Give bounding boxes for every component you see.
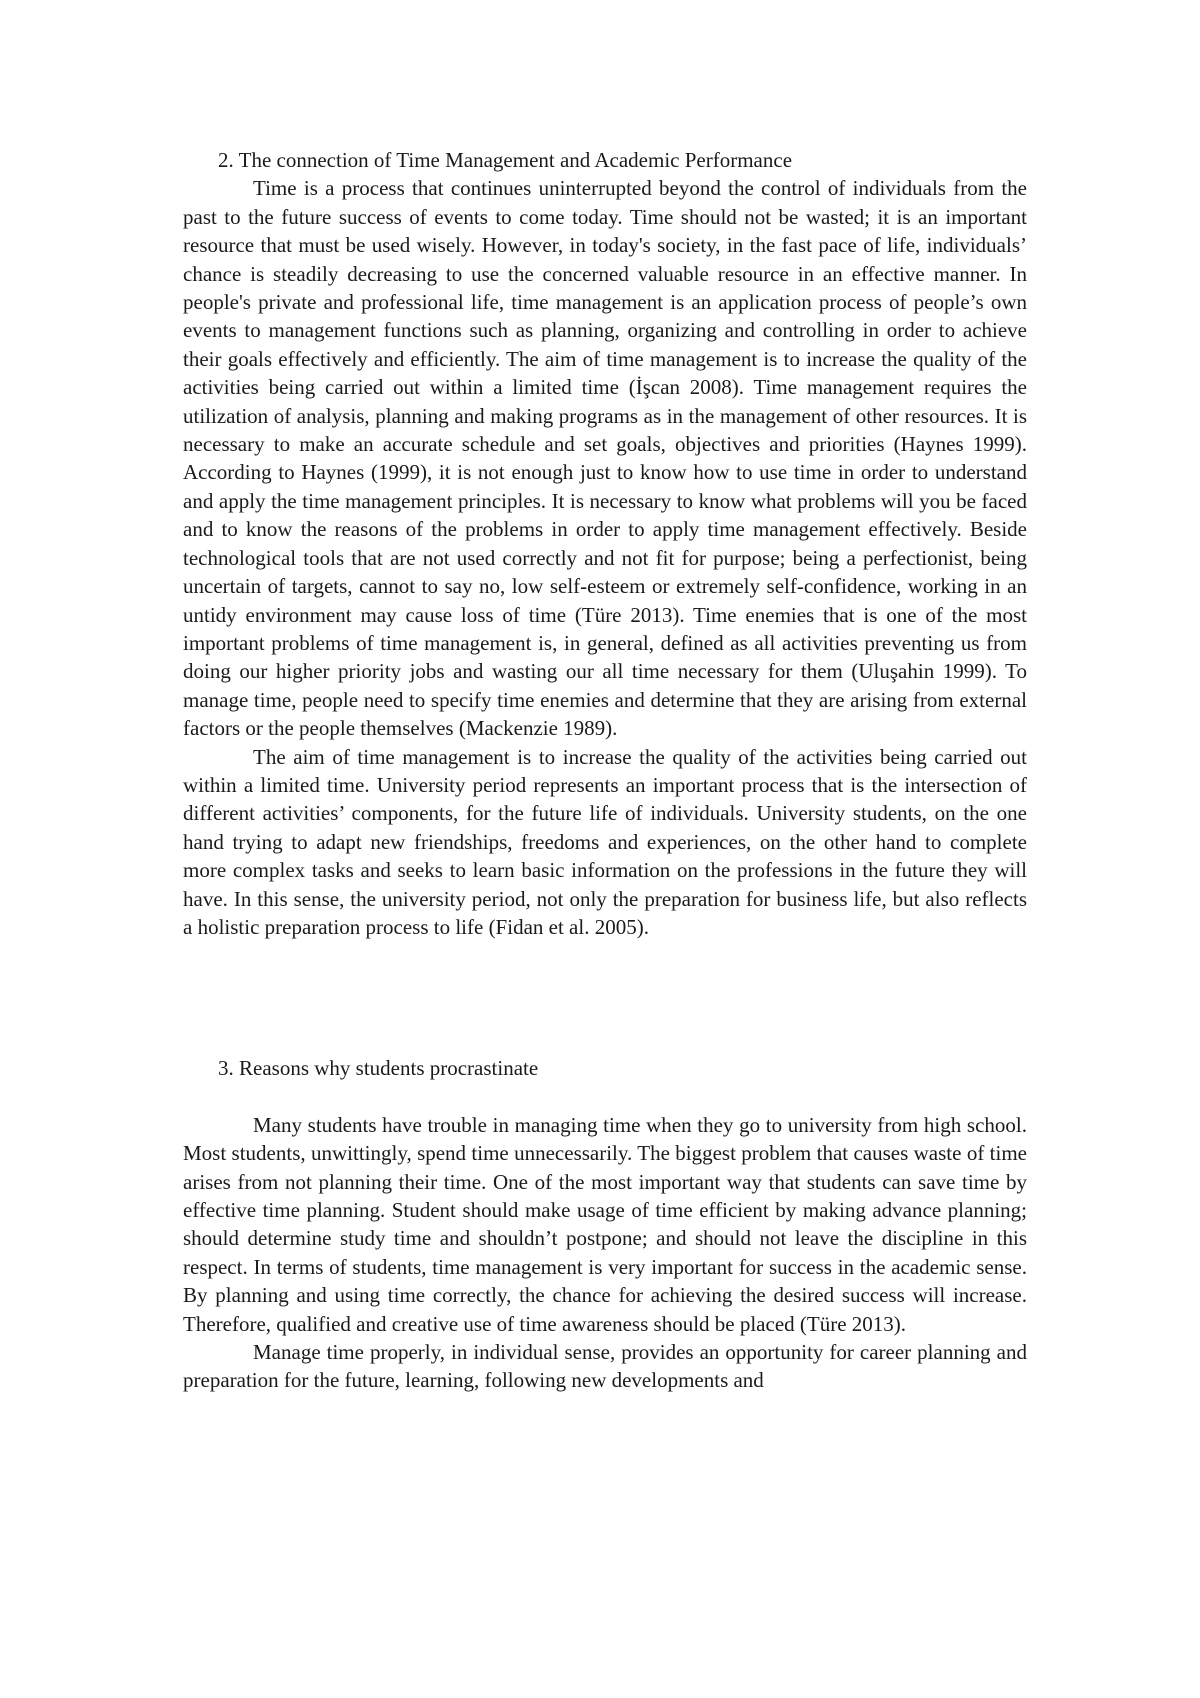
section-3-paragraph-2: Manage time properly, in individual sense, provides an opportunity for career planning and preparation for the future, learning, following new developments and <box>183 1340 1027 1393</box>
section-spacer <box>183 941 1027 1054</box>
section-3-paragraph-1: Many students have trouble in managing time when they go to university from high school. Most students, unwittingly, spend time unnecessarily. The biggest problem that causes waste of time arises from not planning their time. One of the most important way that students can save time by effective time planning. Student should make usage of time efficient by making advance planning; should determine study time and shouldn’t postpone; and should not leave the discipline in this respect. In terms of students, time management is very important for success in the academic sense. By planning and using time correctly, the chance for achieving the desired success will increase. Therefore, qualified and creative use of time awareness should be placed (Türe 2013). <box>183 1112 1027 1336</box>
document-page <box>183 146 1027 1395</box>
section-2-paragraph-2: The aim of time management is to increase the quality of the activities being carried out within a limited time. University period represents an important process that is the intersection of different activities’ components, for the future life of individuals. University students, on the one hand trying to adapt new friendships, freedoms and experiences, on the other hand to complete more complex tasks and seeks to learn basic information on the professions in the future they will have. In this sense, the university period, not only the preparation for business life, but also reflects a holistic preparation process to life (Fidan et al. 2005). <box>183 744 1027 939</box>
section-2-paragraph-1: Time is a process that continues uninterrupted beyond the control of individuals from the past to the future success of events to come today. Time should not be wasted; it is an important resource that must be used wisely. However, in today's society, in the fast pace of life, individuals’ chance is steadily decreasing to use the concerned valuable resource in an effective manner. In people's private and professional life, time management is an application process of people’s own events to management functions such as planning, organizing and controlling in order to achieve their goals effectively and efficiently. The aim of time management is to increase the quality of the activities being carried out within a limited time (İşcan 2008). Time management requires the utilization of analysis, planning and making programs as in the management of other resources. It is necessary to make an accurate schedule and set goals, objectives and priorities (Haynes 1999). According to Haynes (1999), it is not enough just to know how to use time in order to understand and apply the time management principles. It is necessary to know what problems will you be faced and to know the reasons of the problems in order to apply time management effectively. Beside technological tools that are not used correctly and not fit for purpose; being a perfectionist, being uncertain of targets, cannot to say no, low self-esteem or extremely self-confidence, working in an untidy environment may cause loss of time (Türe 2013). Time enemies that is one of the most important problems of time management is, in general, defined as all activities preventing us from doing our higher priority jobs and wasting our all time necessary for them (Uluşahin 1999). To manage time, people need to specify time enemies and determine that they are arising from external factors or the people themselves (Mackenzie 1989). <box>183 176 1027 741</box>
heading-spacer <box>183 1083 1027 1111</box>
section-3-heading: 3. Reasons why students procrastinate <box>218 1056 539 1081</box>
section-2-heading: 2. The connection of Time Management and Academic Performance <box>218 148 793 172</box>
